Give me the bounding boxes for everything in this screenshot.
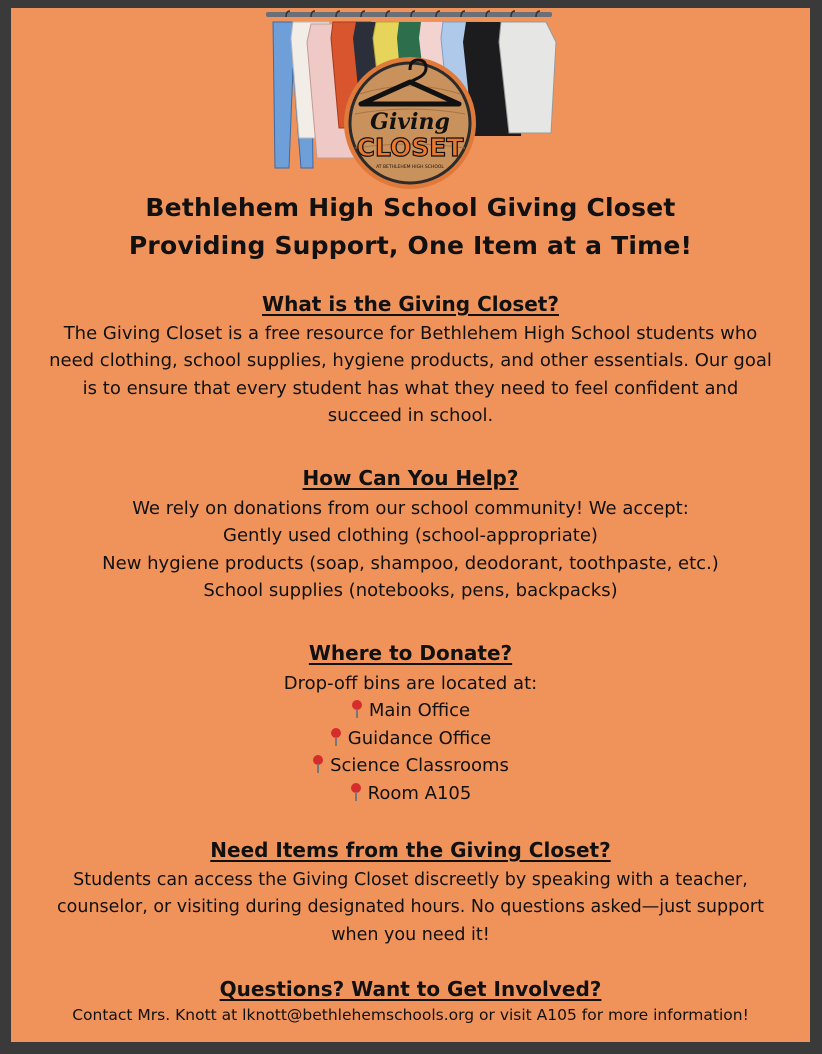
clothing-rack-illustration — [11, 8, 810, 198]
donate-location — [11, 780, 810, 807]
location-label: Room A105 — [367, 783, 472, 804]
donate-location — [11, 697, 810, 724]
round-pushpin-icon — [330, 728, 342, 746]
location-label: Main Office — [368, 700, 471, 721]
round-pushpin-icon — [351, 700, 363, 718]
donate-heading: Where to Donate? — [308, 641, 513, 665]
help-line: School supplies (notebooks, pens, backpacks) — [203, 580, 618, 601]
what-line: The Giving Closet is a free resource for Bethlehem High School students who — [63, 323, 758, 344]
page-title: Bethlehem High School Giving Closet — [145, 193, 676, 222]
round-pushpin-icon — [312, 755, 324, 773]
help-line: We rely on donations from our school community! We accept: — [132, 498, 689, 519]
flyer — [11, 8, 810, 1042]
location-label: Guidance Office — [347, 728, 492, 749]
need-line: Students can access the Giving Closet discreetly by speaking with a teacher, — [73, 870, 748, 890]
logo-subtitle: AT BETHLEHEM HIGH SCHOOL — [376, 165, 444, 170]
logo-word-giving: Giving — [370, 109, 450, 135]
help-line: Gently used clothing (school-appropriate) — [223, 525, 598, 546]
help-heading: How Can You Help? — [302, 466, 519, 490]
contact-heading: Questions? Want to Get Involved? — [219, 977, 602, 1001]
contact-line: Contact Mrs. Knott at lknott@bethlehemschools.org or visit A105 for more information! — [72, 1006, 749, 1024]
giving-closet-logo — [344, 57, 476, 189]
need-heading: Need Items from the Giving Closet? — [210, 838, 611, 862]
donate-location — [11, 725, 810, 752]
help-line: New hygiene products (soap, shampoo, deodorant, toothpaste, etc.) — [102, 553, 719, 574]
location-label: Science Classrooms — [330, 755, 509, 776]
what-heading: What is the Giving Closet? — [262, 292, 559, 316]
need-line: counselor, or visiting during designated hours. No questions asked—just support — [57, 897, 764, 917]
what-line: is to ensure that every student has what they need to feel confident and — [82, 378, 739, 399]
logo-word-closet: CLOSET — [356, 133, 464, 162]
donate-intro: Drop-off bins are located at: — [283, 673, 538, 694]
round-pushpin-icon — [350, 783, 362, 801]
page-subtitle: Providing Support, One Item at a Time! — [128, 231, 693, 260]
what-line: need clothing, school supplies, hygiene products, and other essentials. Our goal — [49, 350, 772, 371]
need-line: when you need it! — [331, 925, 490, 945]
donate-location — [11, 752, 810, 779]
what-line: succeed in school. — [327, 405, 494, 426]
